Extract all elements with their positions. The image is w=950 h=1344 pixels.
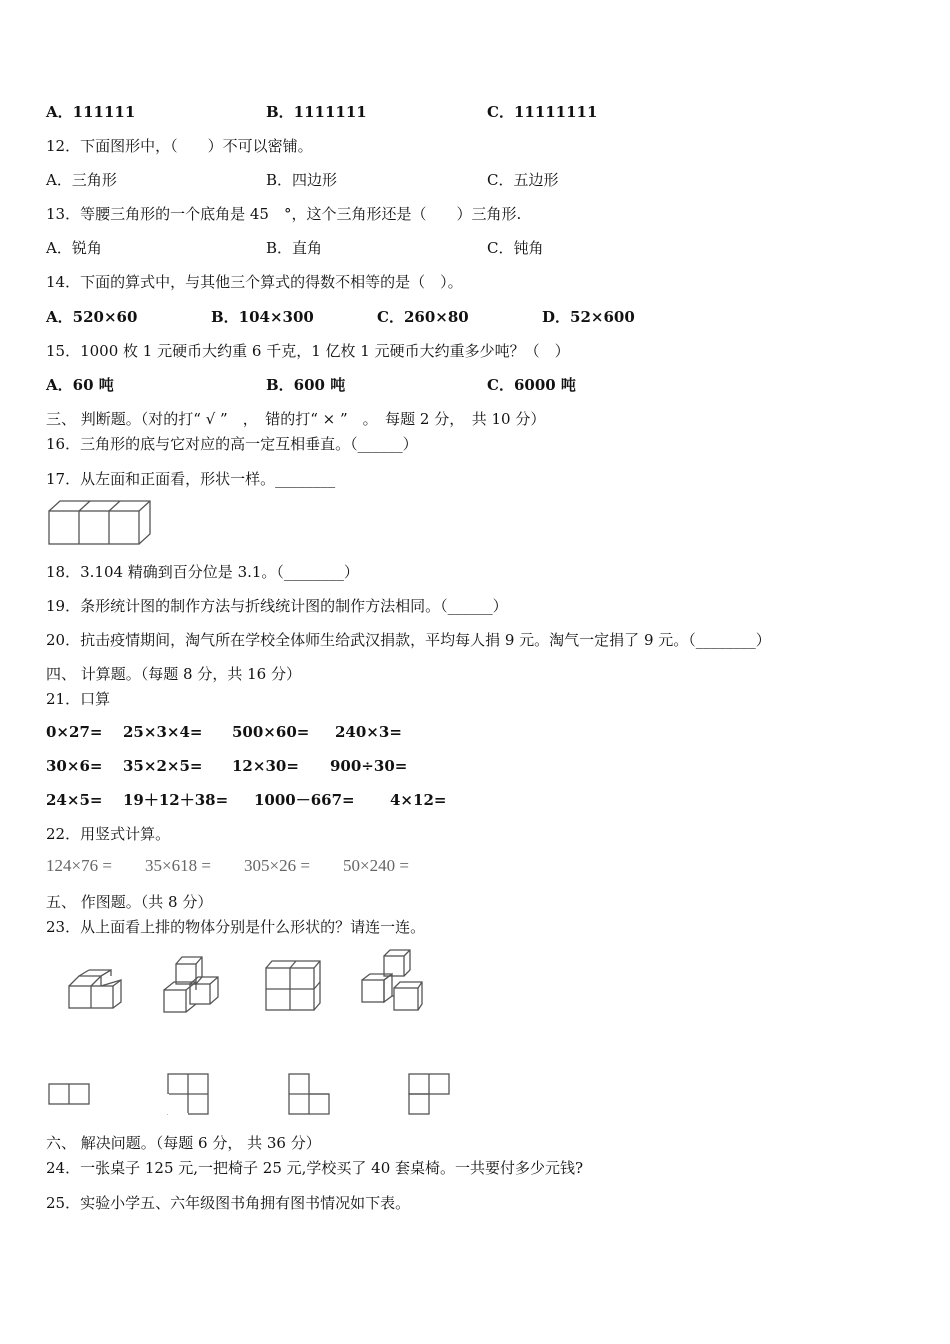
q12-option-b: B．四边形 <box>266 171 338 189</box>
q21-cell: 900÷30= <box>330 757 408 775</box>
q11-option-a: A．111111 <box>46 103 136 121</box>
q22-item: 50×240 = <box>343 856 409 875</box>
q15-option-b: B．600 吨 <box>266 376 346 394</box>
q21-cell: 1000－667= <box>254 791 355 809</box>
q24: 24．一张桌子 125 元,一把椅子 25 元,学校买了 40 套桌椅。一共要付多少元钱? <box>46 1159 584 1177</box>
q21-cell: 19＋12＋38= <box>123 791 229 809</box>
q25: 25．实验小学五、六年级图书角拥有图书情况如下表。 <box>46 1194 411 1212</box>
q17-cubes-figure <box>46 497 152 549</box>
q21-cell: 24×5= <box>46 791 103 809</box>
q13-stem: 13．等腰三角形的一个底角是 45 °，这个三角形还是（ ）三角形. <box>46 205 522 223</box>
section-3-title: 三、 判断题。（对的打“ √ ” ， 错的打“ × ” 。 每题 2 分， 共 10 分） <box>46 410 546 428</box>
q15-stem: 15．1000 枚 1 元硬币大约重 6 千克，1 亿枚 1 元硬币大约重多少吨？（ ） <box>46 342 570 360</box>
q20: 20．抗击疫情期间，淘气所在学校全体师生给武汉捐款，平均每人捐 9 元。淘气一定捐了 9 元。（________） <box>46 631 771 649</box>
q12-stem: 12．下面图形中，（ ）不可以密铺。 <box>46 137 313 155</box>
q21-title: 21．口算 <box>46 690 111 708</box>
q12-option-a: A．三角形 <box>46 171 117 189</box>
q22-item: 305×26 = <box>244 856 310 875</box>
q23-stem: 23．从上面看上排的物体分别是什么形状的？请连一连。 <box>46 918 426 936</box>
q14-stem: 14．下面的算式中，与其他三个算式的得数不相等的是（ ）。 <box>46 273 463 291</box>
q21-cell: 4×12= <box>390 791 447 809</box>
q14-option-c: C．260×80 <box>377 308 469 326</box>
q14-option-d: D．52×600 <box>542 308 635 326</box>
q21-cell: 12×30= <box>232 757 299 775</box>
q23-solid-4 <box>356 948 426 1014</box>
q21-cell: 240×3= <box>335 723 402 741</box>
section-6-title: 六、 解决问题。（每题 6 分， 共 36 分） <box>46 1134 321 1152</box>
q22-item: 35×618 = <box>145 856 211 875</box>
q13-option-c: C．钝角 <box>487 239 544 257</box>
q22-title: 22．用竖式计算。 <box>46 825 171 843</box>
q17: 17．从左面和正面看，形状一样。________ <box>46 470 336 488</box>
q18: 18．3.104 精确到百分位是 3.1。（________） <box>46 563 359 581</box>
q13-option-a: A．锐角 <box>46 239 102 257</box>
q15-option-a: A．60 吨 <box>46 376 114 394</box>
q14-option-a: A．520×60 <box>46 308 138 326</box>
q13-option-b: B．直角 <box>266 239 323 257</box>
section-4-title: 四、 计算题。（每题 8 分，共 16 分） <box>46 665 301 683</box>
q23-solid-3 <box>262 958 324 1014</box>
q21-cell: 0×27= <box>46 723 103 741</box>
q21-cell: 25×3×4= <box>123 723 203 741</box>
q21-cell: 35×2×5= <box>123 757 203 775</box>
q15-option-c: C．6000 吨 <box>487 376 576 394</box>
q11-option-b: B．1111111 <box>266 103 367 121</box>
q23-view-2 <box>166 1072 212 1116</box>
q22-item: 124×76 = <box>46 856 112 875</box>
section-5-title: 五、 作图题。（共 8 分） <box>46 893 213 911</box>
q23-solid-2 <box>160 954 226 1016</box>
q21-cell: 500×60= <box>232 723 310 741</box>
q23-view-3 <box>287 1072 333 1116</box>
q21-cell: 30×6= <box>46 757 103 775</box>
q12-option-c: C．五边形 <box>487 171 559 189</box>
q11-option-c: C．11111111 <box>487 103 598 121</box>
q14-option-b: B．104×300 <box>211 308 314 326</box>
q23-view-1 <box>47 1082 91 1108</box>
q23-view-4 <box>407 1072 453 1116</box>
q23-solid-1 <box>66 968 124 1012</box>
q19: 19．条形统计图的制作方法与折线统计图的制作方法相同。（______） <box>46 597 508 615</box>
q16: 16．三角形的底与它对应的高一定互相垂直。（______） <box>46 435 418 453</box>
